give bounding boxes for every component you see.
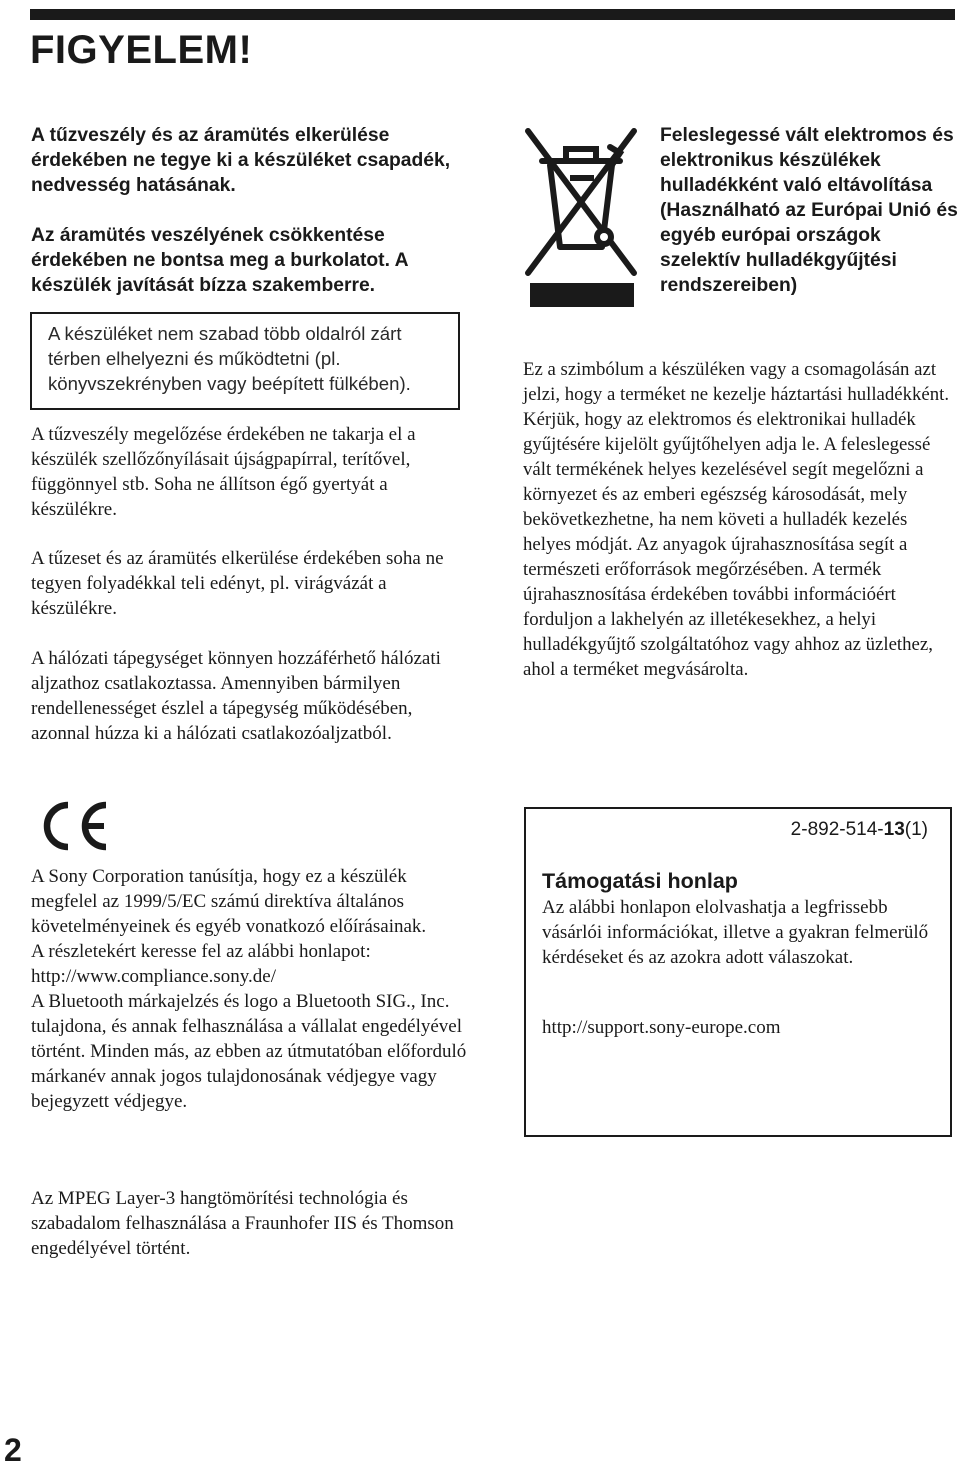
sony-declaration: A Sony Corporation tanúsítja, hogy ez a készülék megfelel az 1999/5/EC számú direktíva általános követelményeinek és egyéb vonatkozó előírásainak. bbox=[31, 866, 427, 937]
page-title: FIGYELEM! bbox=[30, 28, 253, 72]
page-number: 2 bbox=[4, 1432, 22, 1468]
model-number-prefix: 2-892-514- bbox=[790, 819, 884, 840]
weee-date-bar bbox=[530, 283, 634, 307]
boxed-warning-text: A készüléket nem szabad több oldalról zárt térben elhelyezni és működtetni (pl. könyvszekrényben vagy beépített fülkében). bbox=[48, 323, 411, 394]
bluetooth-notice: A Bluetooth márkajelzés és logo a Bluetooth SIG., Inc. tulajdona, és annak felhasználása a vállalat engedélyével történt. Minden más, az ebben az útmutatóban előforduló márkanév annak jogos tulajdonosának védjegye vagy bejegyzett védjegye. bbox=[31, 991, 467, 1112]
boxed-warning bbox=[30, 312, 460, 410]
crossed-out-wheeled-bin-icon bbox=[520, 125, 642, 280]
warning-casing: Az áramütés veszélyének csökkentése érdekében ne bontsa meg a burkolatot. A készülék javítását bízza szakemberre. bbox=[31, 225, 408, 296]
support-title: Támogatási honlap bbox=[542, 869, 738, 893]
model-number-bold: 13 bbox=[883, 819, 905, 840]
fire-prevention-text: A tűzveszély megelőzése érdekében ne takarja el a készülék szellőzőnyílásait újságpapírral, terítővel, függönnyel stb. Soha ne állítson égő gyertyát a készülékre. bbox=[31, 424, 416, 520]
compliance-url[interactable]: http://www.compliance.sony.de/ bbox=[31, 966, 277, 987]
fire-shock-text: A tűzeset és az áramütés elkerülése érdekében soha ne tegyen folyadékkal teli edényt, pl. virágvázát a készülékre. bbox=[31, 548, 444, 619]
power-supply-text: A hálózati tápegységet könnyen hozzáférhető hálózati aljzathoz csatlakoztassa. Amennyiben bármilyen rendellenességet észlel a tápegység működésében, azonnal húzza ki a hálózati csatlakozóaljzatból. bbox=[31, 648, 441, 744]
model-number-suffix: (1) bbox=[904, 819, 928, 840]
weee-heading: Feleslegessé vált elektromos és elektronikus készülékek hulladékként való eltávolítása (Használható az Európai Unió és egyéb európai országok szelektív hulladékgyűjtési rendszereiben) bbox=[660, 125, 958, 296]
support-body: Az alábbi honlapon elolvashatja a legfrissebb vásárlói információkat, illetve a gyakran felmerülő kérdéseket és az azokra adott válaszokat. bbox=[542, 897, 929, 968]
weee-body: Ez a szimbólum a készüléken vagy a csomagolásán azt jelzi, hogy a terméket ne kezelje háztartási hulladékként. Kérjük, hogy az elektromos és elektronikai hulladék gyűjtésére kijelölt gyűjtőhelyen adja le. A feleslegessé vált termékének helyes kezelésével segít megelőzni a környezet és az emberi egészség károsodását, mely bekövetkezhetne, ha nem követi a hulladék kezelés helyes módját. Az anyagok újrahasznosítása segít a természeti erőforrások megőrzésében. A termék újrahasznosítása érdekében további információért forduljon a lakhelyén az illetékesekhez, a helyi hulladékgyűjtő szolgáltatóhoz vagy ahhoz az üzlethez, ahol a terméket megvásárolta. bbox=[523, 359, 950, 680]
top-rule bbox=[30, 9, 955, 20]
support-box bbox=[524, 807, 952, 1137]
details-line: A részletekért keresse fel az alábbi honlapot: bbox=[31, 941, 371, 962]
model-number bbox=[791, 819, 928, 841]
warning-moisture: A tűzveszély és az áramütés elkerülése érdekében ne tegye ki a készüléket csapadék, nedvesség hatásának. bbox=[31, 125, 451, 196]
support-url[interactable]: http://support.sony-europe.com bbox=[542, 1017, 781, 1038]
mpeg-notice: Az MPEG Layer-3 hangtömörítési technológia és szabadalom felhasználása a Fraunhofer IIS és Thomson engedélyével történt. bbox=[31, 1188, 454, 1259]
ce-mark-icon bbox=[38, 800, 110, 852]
compliance-block bbox=[31, 864, 471, 1114]
